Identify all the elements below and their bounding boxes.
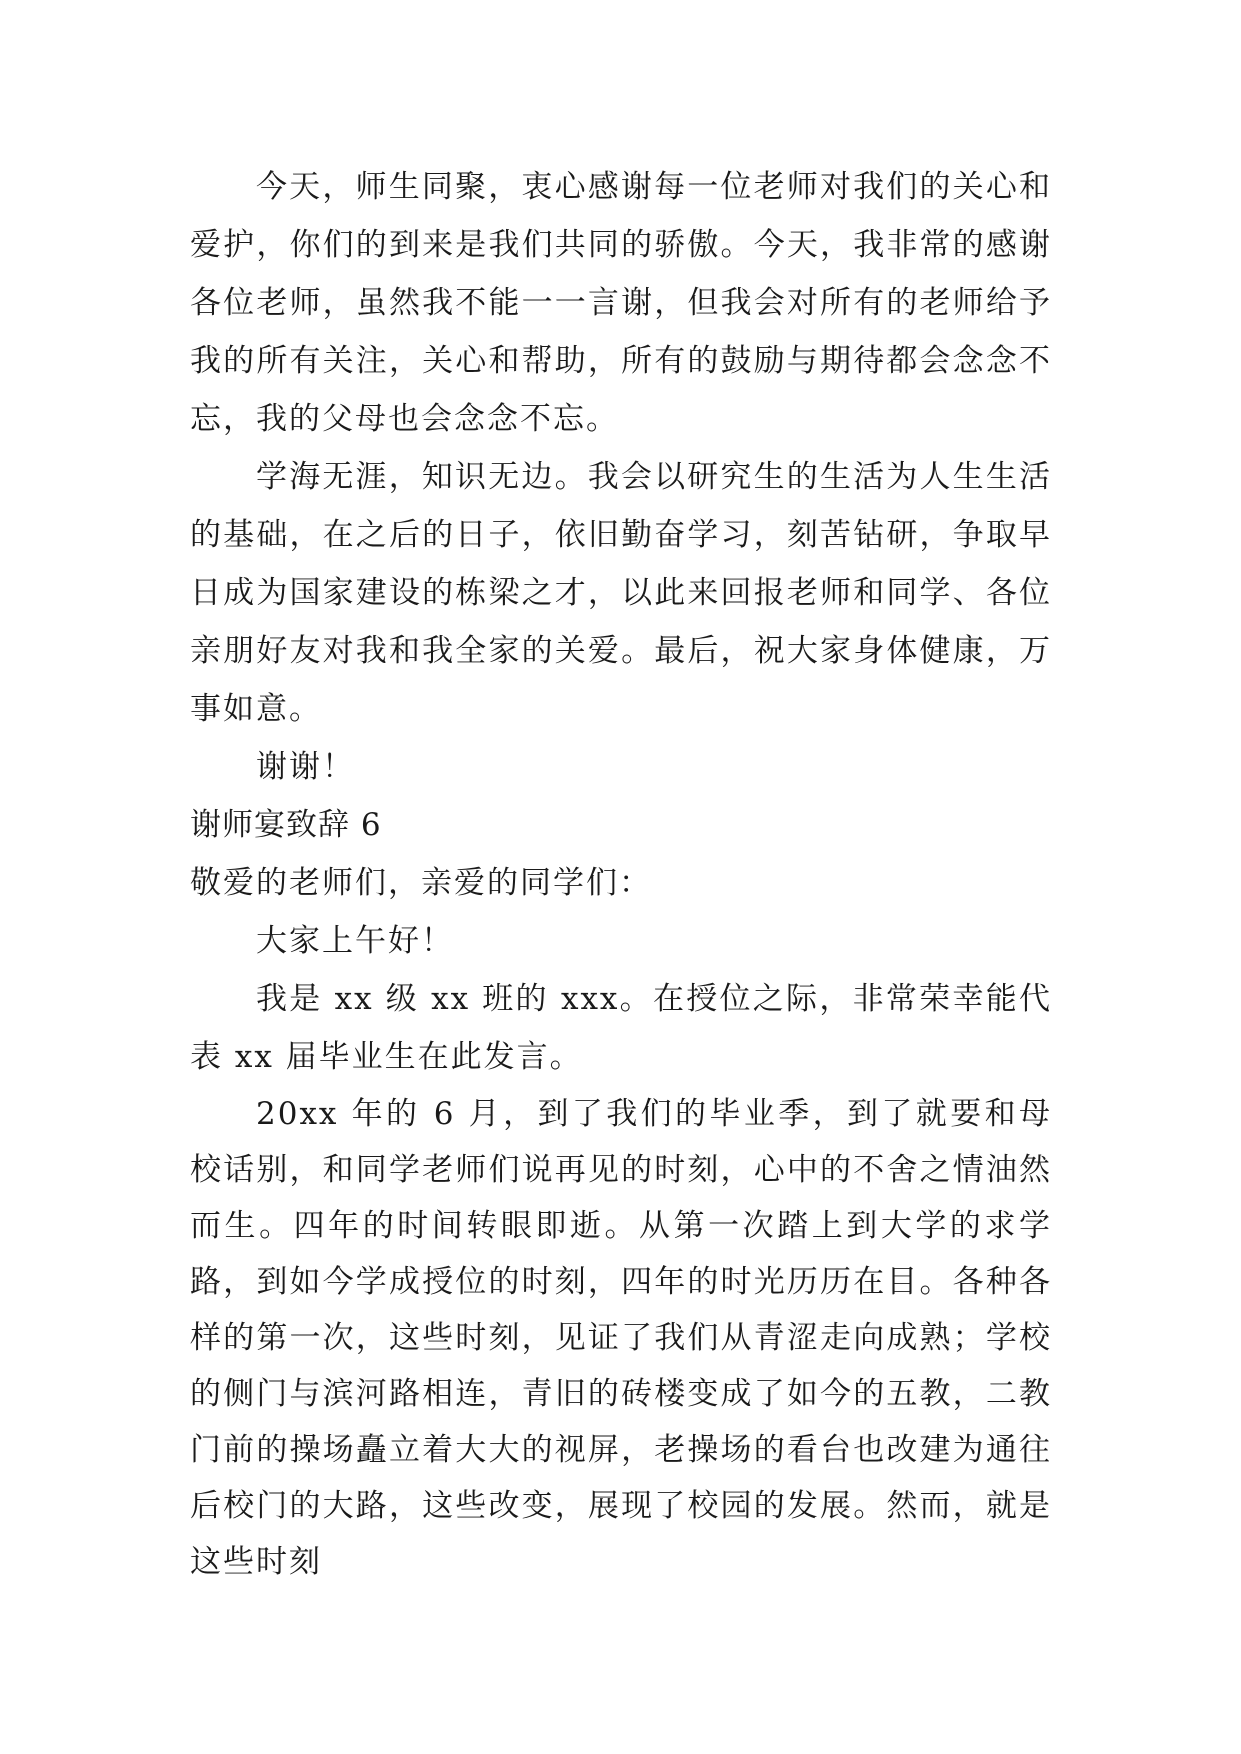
- paragraph-thank-you: 谢谢！: [256, 749, 355, 785]
- paragraph-introduction: 我是 xx 级 xx 班的 xxx。在授位之际，非常荣幸能代表 xx 届毕业生在此发言。: [190, 981, 1052, 1075]
- paragraph-graduation-memories: 20xx 年的 6 月，到了我们的毕业季，到了就要和母校话别，和同学老师们说再见的时刻，心中的不舍之情油然而生。四年的时间转眼即逝。从第一次踏上到大学的求学路，到如今学成授位的时刻，四年的时光历历在目。各种各样的第一次，这些时刻，见证了我们从青涩走向成熟；学校的侧门与滨河路相连，青旧的砖楼变成了如今的五教，二教门前的操场矗立着大大的视屏，老操场的看台也改建为通往后校门的大路，这些改变，展现了校园的发展。然而，就是这些时刻: [190, 1096, 1052, 1580]
- paragraph-thanks-teachers: 今天，师生同聚，衷心感谢每一位老师对我们的关心和爱护，你们的到来是我们共同的骄傲。今天，我非常的感谢各位老师，虽然我不能一一言谢，但我会对所有的老师给予我的所有关注，关心和帮助，所有的鼓励与期待都会念念不忘，我的父母也会念念不忘。: [190, 169, 1052, 437]
- greeting: 大家上午好！: [256, 923, 454, 959]
- document-body: [190, 158, 1052, 1590]
- paragraph-study-plans: 学海无涯，知识无边。我会以研究生的生活为人生生活的基础，在之后的日子，依旧勤奋学习，刻苦钻研，争取早日成为国家建设的栋梁之才，以此来回报老师和同学、各位亲朋好友对我和我全家的关爱。最后，祝大家身体健康，万事如意。: [190, 459, 1052, 727]
- salutation: 敬爱的老师们，亲爱的同学们：: [190, 865, 652, 901]
- section-heading: 谢师宴致辞 6: [190, 807, 382, 843]
